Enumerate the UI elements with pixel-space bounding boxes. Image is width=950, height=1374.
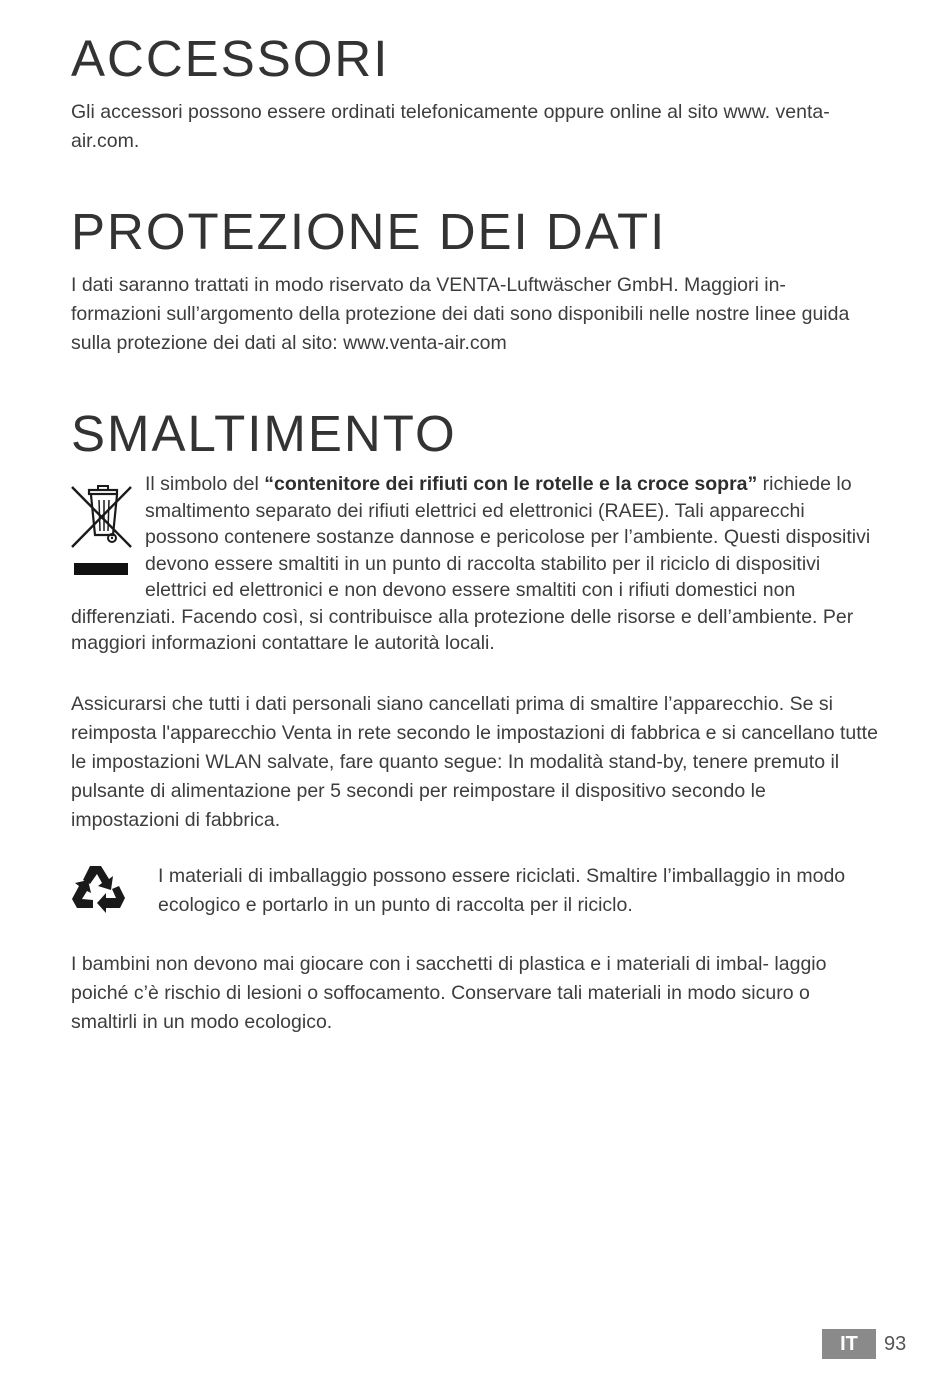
- heading-accessori: ACCESSORI: [71, 30, 390, 87]
- weee-disposal-block: [71, 471, 879, 657]
- paragraph-protezione-dati: I dati saranno trattati in modo riservato da VENTA-Luftwäscher GmbH. Maggiori in- formazioni sull’argomento della protezione dei dati sono disponibili nelle nostre linee guida sulla protezione dei dati al sito: www.venta-air.com: [71, 274, 850, 354]
- disposal-text-lead: Il simbolo del: [145, 473, 265, 495]
- language-badge: IT: [822, 1329, 876, 1359]
- disposal-text-rest: richiede lo smaltimento separato dei rifiuti elettrici ed elettronici (RAEE). Tali apparecchi possono contenere sostanze dannose e pericolose per l’ambiente. Questi dispositivi devono essere smaltiti in un punto di raccolta stabilito per il riciclo di dispositivi elettrici ed elettronici e non devono essere smaltiti con i rifiuti domestici non differenziati. Facendo così, si contribuisce alla protezione delle risorse e dell’ambiente. Per maggiori informazioni contattare le autorità locali.: [71, 473, 871, 654]
- page-number: 93: [884, 1333, 907, 1355]
- paragraph-children-warning: I bambini non devono mai giocare con i sacchetti di plastica e i materiali di imbal- laggio poiché c’è rischio di lesioni o soffocamento. Conservare tali materiali in modo sicuro o smaltirli in un modo ecologico.: [71, 953, 827, 1033]
- paragraph-personal-data: Assicurarsi che tutti i dati personali siano cancellati prima di smaltire l’apparecchio. Se si reimposta l'apparecchio Venta in rete secondo le impostazioni di fabbrica e si cancellano tutte le impostazioni WLAN salvate, fare quanto segue: In modalità stand-by, tenere premuto il pulsante di alimentazione per 5 secondi per reimpostare il dispositivo secondo le impostazioni di fabbrica.: [71, 693, 878, 831]
- paragraph-accessori: Gli accessori possono essere ordinati telefonicamente oppure online al sito www. venta-air.com.: [71, 101, 830, 152]
- paragraph-packaging: I materiali di imballaggio possono essere riciclati. Smaltire l’imballaggio in modo ecologico e portarlo in un punto di raccolta per il riciclo.: [158, 865, 846, 916]
- crossed-out-wheelie-bin-icon: [71, 477, 133, 583]
- heading-protezione-dati: PROTEZIONE DEI DATI: [71, 203, 667, 260]
- disposal-text-bold: “contenitore dei rifiuti con le rotelle e la croce sopra”: [264, 473, 758, 495]
- heading-smaltimento: SMALTIMENTO: [71, 405, 457, 462]
- paragraph-weee-disposal: [71, 471, 879, 657]
- recycle-icon: [71, 862, 127, 918]
